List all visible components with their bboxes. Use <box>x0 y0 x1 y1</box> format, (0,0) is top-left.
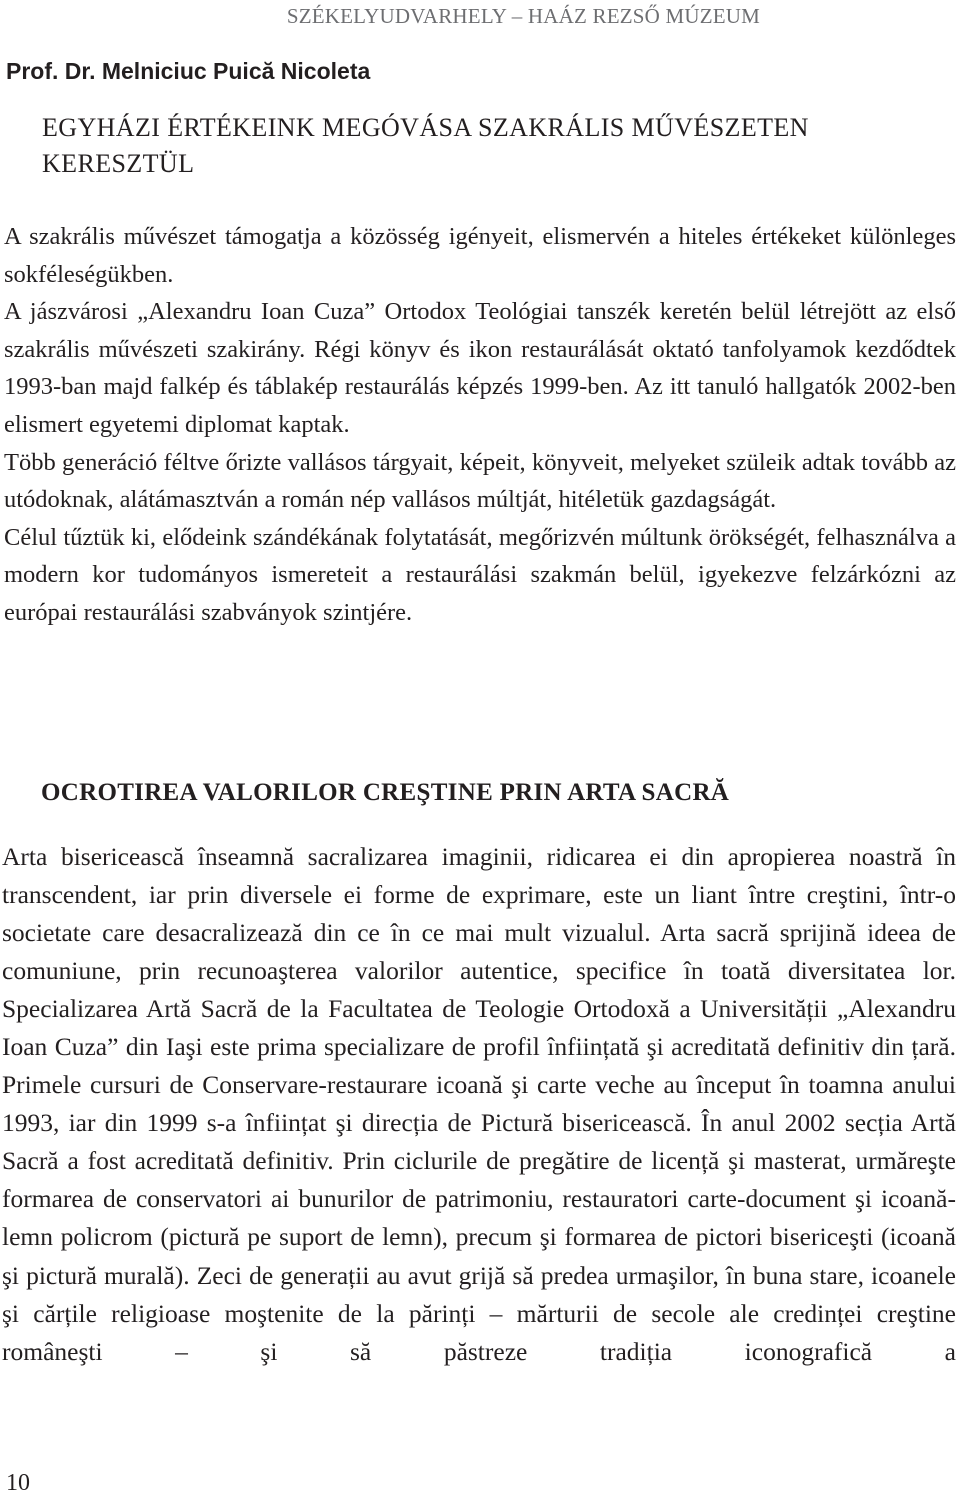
romanian-paragraph: Arta bisericească înseamnă sacralizarea imaginii, ridicarea ei din apropierea noastră în transcendent, iar prin diversele ei forme de exprimare, este un liant între creştini, într-o societate care desacralizează din ce în ce mai mult vizualul. Arta sacră sprijină ideea de comuniune, prin recunoaşterea valorilor autentice, specifice în toată diversitatea lor. Specializarea Artă Sacră de la Facultatea de Teologie Ortodoxă a Universității „Alexandru Ioan Cuza” din Iaşi este prima specializare de profil înființată şi acreditată definitiv din țară. Primele cursuri de Conservare-restaurare icoană şi carte veche au început în toamna anului 1993, iar din 1999 s-a înființat şi direcția de Pictură bisericească. În anul 2002 secția Artă Sacră a fost acreditată definitiv. Prin ciclurile de pregătire de licență şi masterat, urmăreşte formarea de conservatori ai bunurilor de patrimoniu, restauratori carte-document şi icoană-lemn policrom (pictură pe suport de lemn), precum şi formarea de pictori bisericeşti (icoană şi pictură murală). Zeci de generații au avut grijă să predea urmaşilor, în buna stare, icoanele şi cărțile religioase moştenite de la părinți – mărturii de secole ale credinței creştine româneşti – şi să păstreze tradiția iconografică a <box>2 842 956 1366</box>
hungarian-body <box>4 218 956 632</box>
author-name: Prof. Dr. Melniciuc Puică Nicoleta <box>6 58 371 84</box>
hungarian-paragraph: Célul tűztük ki, elődeink szándékának folytatását, megőrizvén múltunk örökségét, felhasználva a modern kor tudományos ismereteit a restaurálási szakmán belül, igyekezve felzárkózni az európai restaurálási szabványok szintjére. <box>4 523 956 626</box>
running-header: SZÉKELYUDVARHELY – HAÁZ REZSŐ MÚZEUM <box>286 4 760 28</box>
romanian-title: OCROTIREA VALORILOR CREŞTINE PRIN ARTA SACRĂ <box>41 779 730 806</box>
hungarian-paragraph: A jászvárosi „Alexandru Ioan Cuza” Ortodox Teológiai tanszék keretén belül létrejött az első szakrális művészeti szakirány. Régi könyv és ikon restaurálását oktató tanfolyamok kezdődtek 1993-ban majd falkép és táblakép restaurálás képzés 1999-ben. Az itt tanuló hallgatók 2002-ben elismert egyetemi diplomat kaptak. <box>4 298 956 438</box>
hungarian-title: EGYHÁZI ÉRTÉKEINK MEGÓVÁSA SZAKRÁLIS MŰVÉSZETEN KERESZTÜL <box>42 113 809 178</box>
romanian-body <box>2 838 956 1371</box>
hungarian-paragraph: A szakrális művészet támogatja a közösség igényeit, elismervén a hiteles értékeket különleges sokféleségükben. <box>4 223 956 288</box>
page-number: 10 <box>6 1470 30 1496</box>
hungarian-paragraph: Több generáció féltve őrizte vallásos tárgyait, képeit, könyveit, melyeket szüleik adtak tovább az utódoknak, alátámasztván a román nép vallásos múltját, hitéletük gazdagságát. <box>4 448 956 514</box>
